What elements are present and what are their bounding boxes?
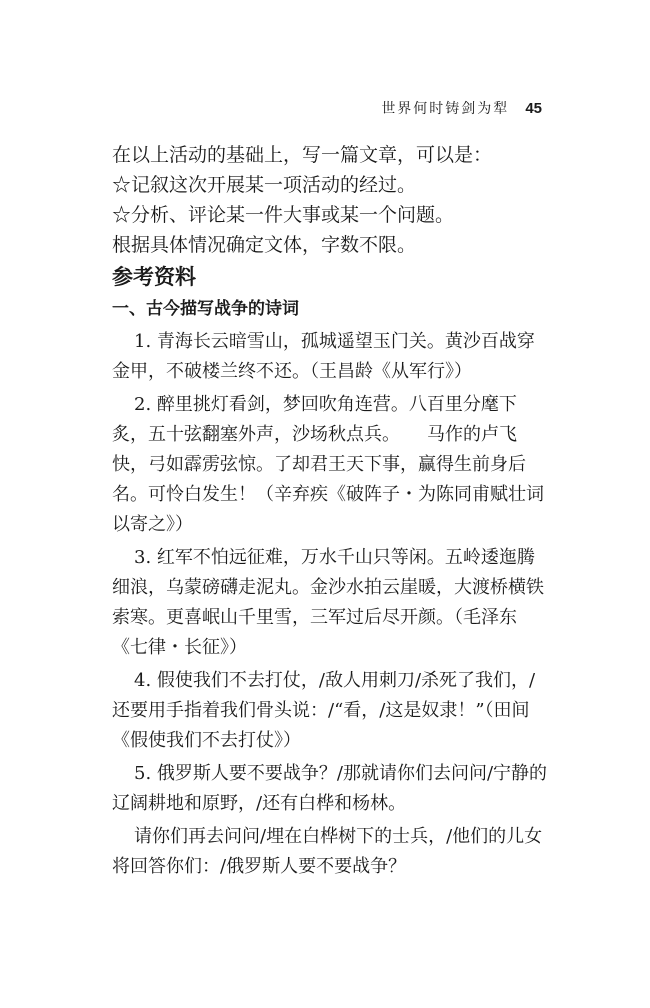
- intro-line: ☆记叙这次开展某一项活动的经过。: [112, 174, 417, 196]
- intro-line: ☆分析、评论某一件大事或某一个问题。: [112, 204, 455, 226]
- running-header: [381, 98, 542, 118]
- poem-paragraph: 3. 红军不怕远征难，万水千山只等闲。五岭逶迤腾细浪，乌蒙磅礴走泥丸。金沙水拍云崖暖，大渡桥横铁索寒。更喜岷山千里雪，三军过后尽开颜。（毛泽东《七律・长征》）: [112, 547, 544, 658]
- poem-paragraph: 5. 俄罗斯人要不要战争？/那就请你们去问问/宁静的辽阔耕地和原野，/还有白桦和杨林。: [112, 763, 548, 814]
- intro-line: 根据具体情况确定文体，字数不限。: [112, 234, 417, 256]
- section-title: 参考资料: [112, 265, 196, 289]
- running-title: 世界何时铸剑为犁: [381, 101, 510, 117]
- poem-paragraph: 4. 假使我们不去打仗，/敌人用刺刀/杀死了我们，/还要用手指着我们骨头说：/“看，/这是奴隶！”（田间《假使我们不去打仗》）: [112, 670, 536, 751]
- subsection-title: 一、古今描写战争的诗词: [112, 299, 299, 319]
- poem-paragraph: 1. 青海长云暗雪山，孤城遥望玉门关。黄沙百战穿金甲，不破楼兰终不还。（王昌龄《从军行》）: [112, 331, 535, 382]
- poem-paragraph: 2. 醉里挑灯看剑，梦回吹角连营。八百里分麾下炙，五十弦翻塞外声，沙场秋点兵。 马作的卢飞快，弓如霹雳弦惊。了却君王天下事，赢得生前身后名。可怜白发生！（辛弃疾《破阵子・为陈同甫赋壮词以寄之》）: [112, 394, 544, 535]
- poem-paragraph: 请你们再去问问/埋在白桦树下的士兵，/他们的儿女将回答你们：/俄罗斯人要不要战争？: [112, 826, 543, 877]
- intro-line: 在以上活动的基础上，写一篇文章，可以是：: [112, 144, 493, 166]
- page-body: [112, 140, 552, 882]
- page-number: 45: [525, 100, 542, 117]
